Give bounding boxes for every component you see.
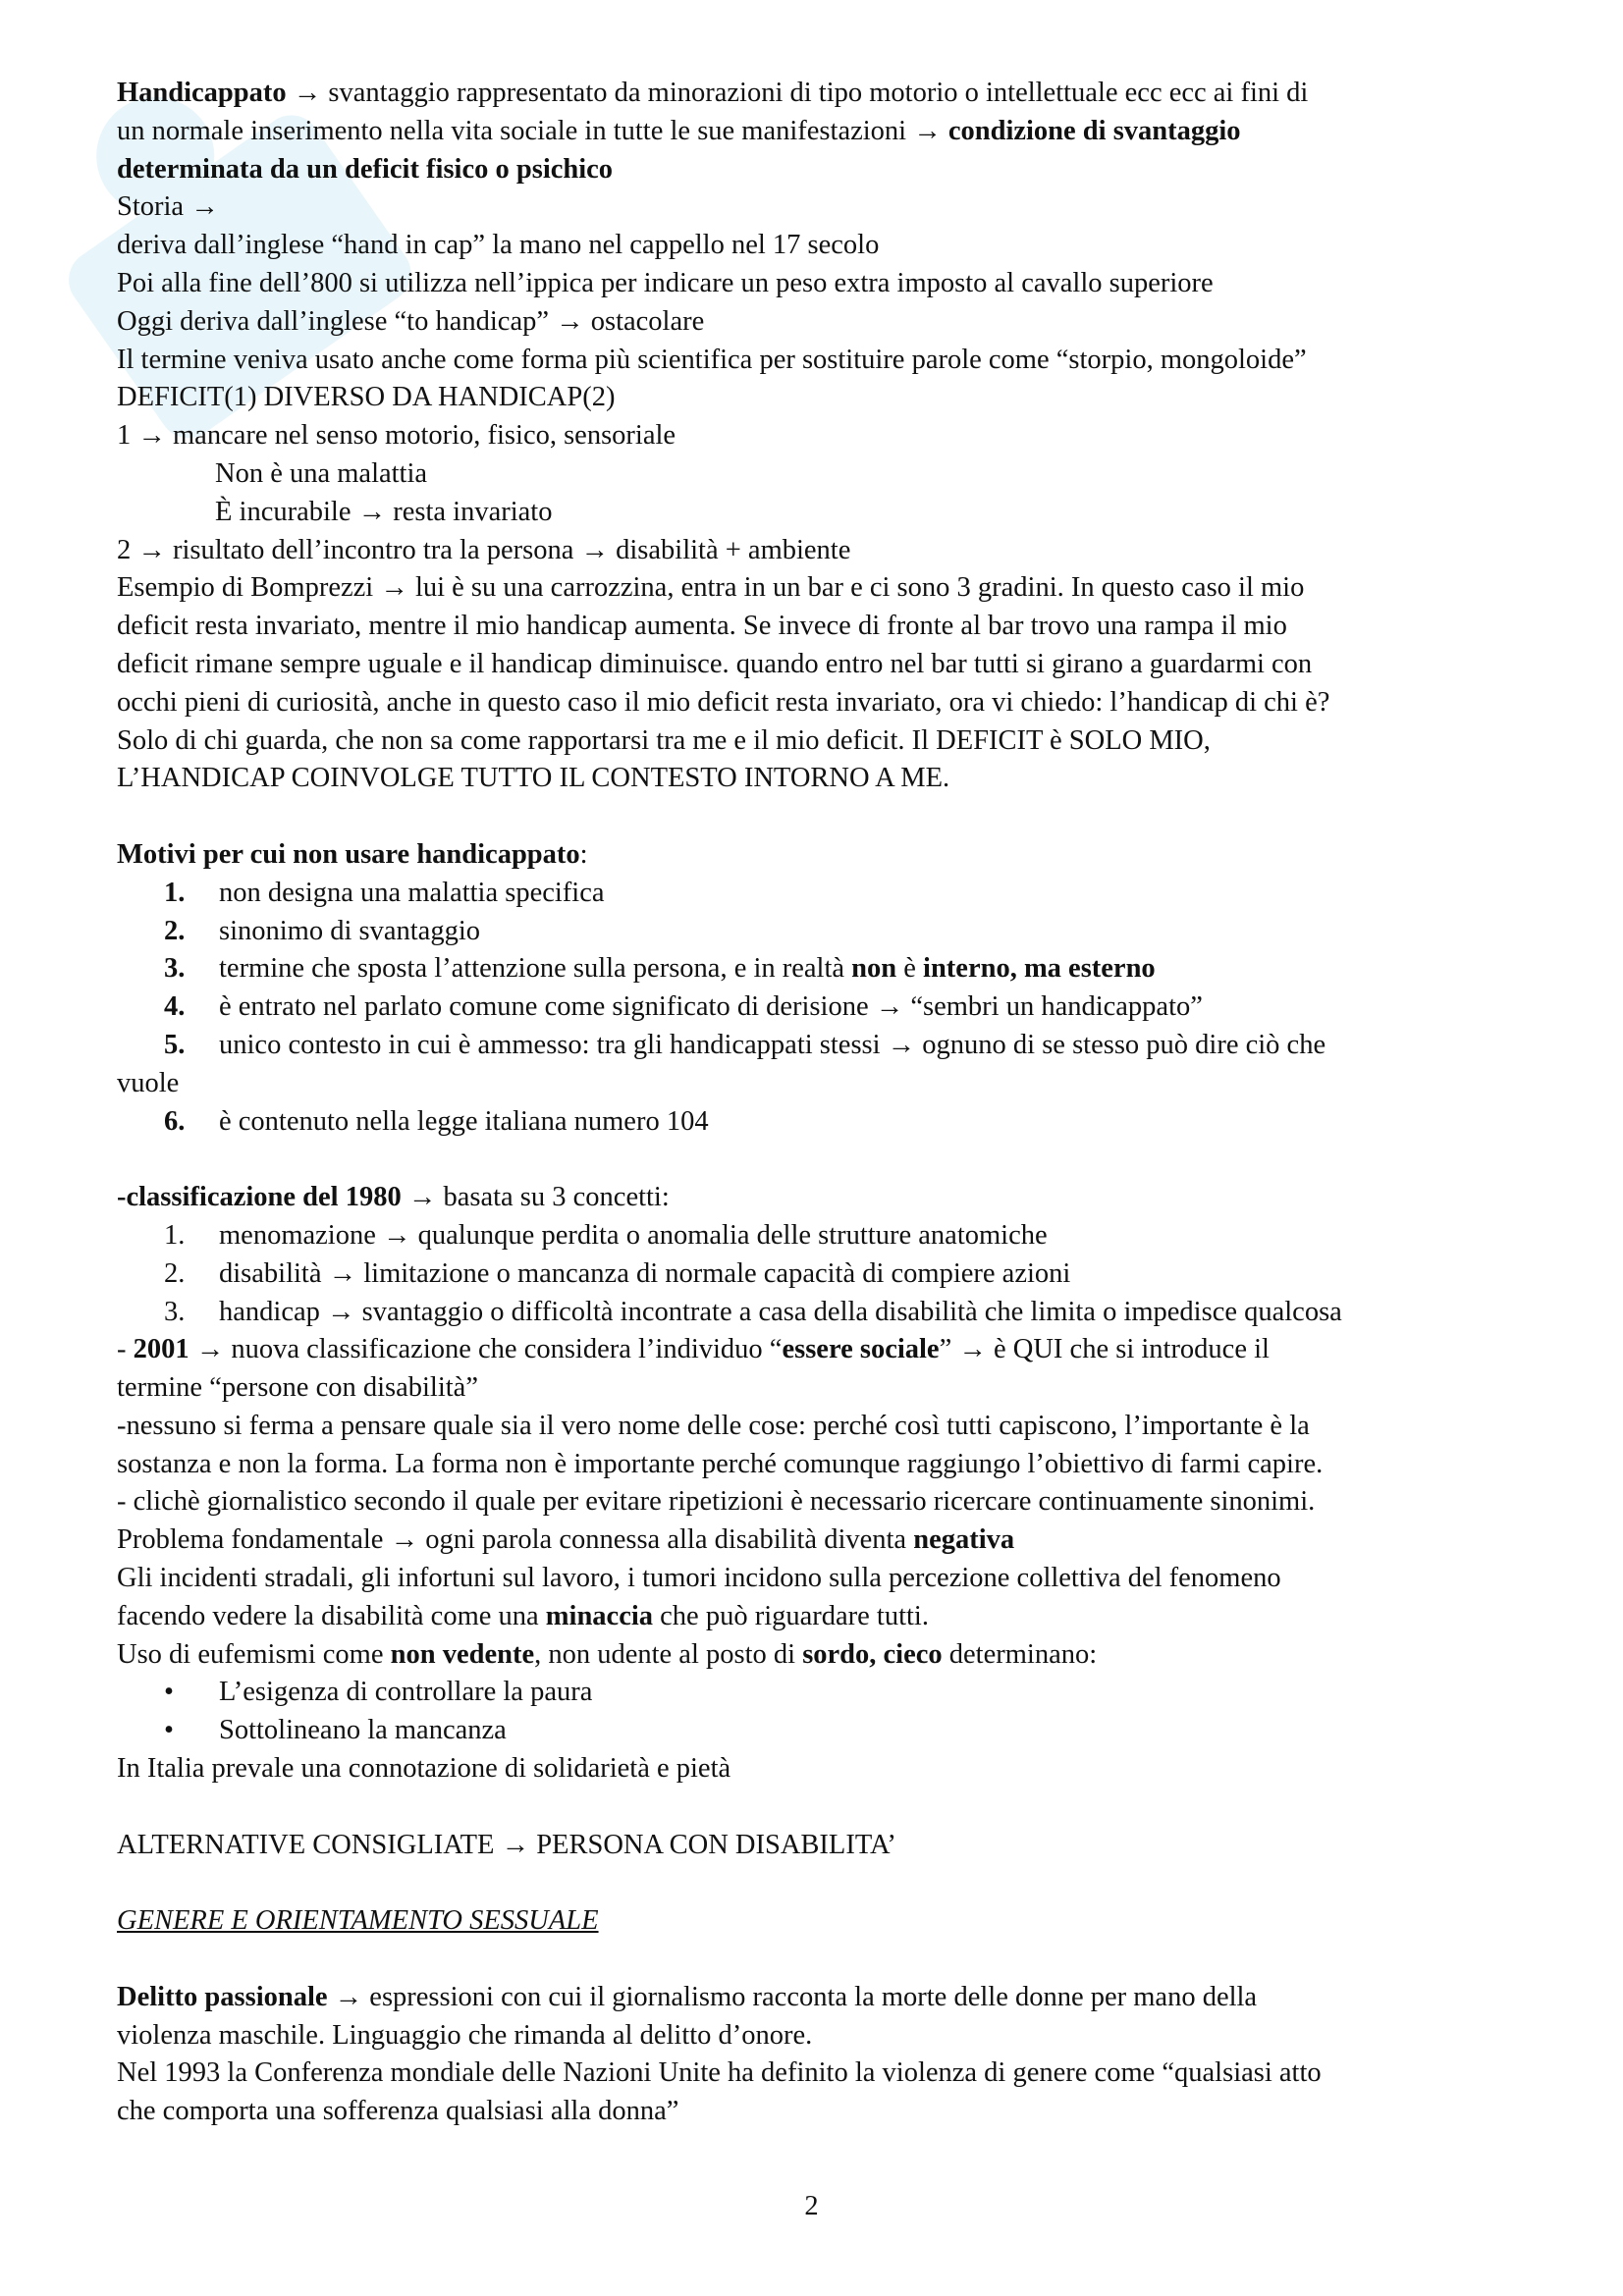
text-line: Uso di eufemismi come non vedente, non udente al posto di sordo, cieco determinano: (117, 1638, 1098, 1670)
text-line: deficit rimane sempre uguale e il handicap diminuisce. quando entro nel bar tutti si girano a guardarmi con (117, 648, 1313, 679)
list-item: • L’esigenza di controllare la paura (117, 1674, 1531, 1712)
bullet-icon: • (164, 1715, 174, 1746)
text-line: deficit resta invariato, mentre il mio handicap aumenta. Se invece di fronte al bar trovo una rampa il mio (117, 611, 1287, 642)
list-item: 2. disabilità → limitazione o mancanza di normale capacità di compiere azioni (164, 1257, 1071, 1289)
list-item-wrap: vuole (117, 1067, 180, 1098)
bullet-list (117, 1674, 1531, 1750)
list-item: 3. termine che sposta l’attenzione sulla persona, e in realtà non è interno, ma esterno (164, 953, 1156, 985)
text-line: DEFICIT(1) DIVERSO DA HANDICAP(2) (117, 382, 616, 413)
text-line: Problema fondamentale → ogni parola connessa alla disabilità diventa negativa (117, 1524, 1015, 1556)
text-line: È incurabile → resta invariato (215, 496, 553, 527)
list-item: 3. handicap → svantaggio o difficoltà incontrate a casa della disabilità che limita o impedisce qualcosa (164, 1296, 1342, 1327)
list-item: 1. non designa una malattia specifica (164, 877, 605, 908)
document-page (117, 75, 1531, 2131)
text-line: che comporta una sofferenza qualsiasi alla donna” (117, 2096, 679, 2127)
text-line: Non è una malattia (215, 457, 428, 489)
list-item: • Sottolineano la mancanza (117, 1712, 1531, 1750)
numbered-list (117, 875, 1531, 1142)
list-item: 5. unico contesto in cui è ammesso: tra gli handicappati stessi → ognuno di se stesso può dire ciò che (164, 1029, 1326, 1060)
text-line: - 2001 → nuova classificazione che considera l’individuo “essere sociale” → è QUI che si introduce il (117, 1334, 1270, 1365)
text-line: Poi alla fine dell’800 si utilizza nell’ippica per indicare un peso extra imposto al cavallo superiore (117, 267, 1214, 298)
text-line: In Italia prevale una connotazione di solidarietà e pietà (117, 1753, 731, 1785)
text-line: determinata da un deficit fisico o psichico (117, 153, 614, 185)
text-line: Solo di chi guarda, che non sa come rapportarsi tra me e il mio deficit. Il DEFICIT è SOLO MIO, (117, 724, 1211, 756)
text-line: 2 → risultato dell’incontro tra la persona → disabilità + ambiente (117, 534, 851, 565)
text-line: termine “persone con disabilità” (117, 1372, 478, 1404)
numbered-list (117, 1217, 1531, 1331)
list-item: 4. è entrato nel parlato comune come significato di derisione → “sembri un handicappato” (164, 991, 1203, 1023)
text-line: 1 → mancare nel senso motorio, fisico, sensoriale (117, 420, 676, 452)
text-line: un normale inserimento nella vita sociale in tutte le sue manifestazioni → condizione di svantaggio (117, 115, 1241, 146)
page-number: 2 (804, 2191, 819, 2221)
text-line: occhi pieni di curiosità, anche in questo caso il mio deficit resta invariato, ora vi chiedo: l’handicap di chi è? (117, 686, 1330, 718)
text-line: ALTERNATIVE CONSIGLIATE → PERSONA CON DISABILITA’ (117, 1829, 896, 1860)
text-line: Oggi deriva dall’inglese “to handicap” → ostacolare (117, 305, 705, 337)
bullet-icon: • (164, 1677, 174, 1708)
text-line: -classificazione del 1980 → basata su 3 concetti: (117, 1182, 670, 1213)
text-line: Nel 1993 la Conferenza mondiale delle Nazioni Unite ha definito la violenza di genere come “qualsiasi atto (117, 2057, 1322, 2089)
section-heading: Motivi per cui non usare handicappato: (117, 838, 588, 870)
text-line: sostanza e non la forma. La forma non è importante perché comunque raggiungo l’obiettivo di farmi capire. (117, 1448, 1324, 1479)
list-item: 2. sinonimo di svantaggio (164, 915, 480, 946)
text-line: violenza maschile. Linguaggio che rimanda al delitto d’onore. (117, 2019, 813, 2051)
text-line: Storia → (117, 191, 219, 223)
text-line: Esempio di Bomprezzi → lui è su una carrozzina, entra in un bar e ci sono 3 gradini. In questo caso il mio (117, 572, 1305, 604)
list-item: 6. è contenuto nella legge italiana numero 104 (164, 1105, 709, 1137)
text-line: deriva dall’inglese “hand in cap” la mano nel cappello nel 17 secolo (117, 230, 880, 261)
text-line: Gli incidenti stradali, gli infortuni sul lavoro, i tumori incidono sulla percezione collettiva del fenomeno (117, 1563, 1281, 1594)
list-item: 1. menomazione → qualunque perdita o anomalia delle strutture anatomiche (164, 1219, 1048, 1251)
section-heading: GENERE E ORIENTAMENTO SESSUALE (117, 1905, 599, 1937)
text-line: Delitto passionale → espressioni con cui il giornalismo racconta la morte delle donne per mano della (117, 1981, 1258, 2012)
text-line: - clichè giornalistico secondo il quale per evitare ripetizioni è necessario ricercare continuamente sinonimi. (117, 1486, 1316, 1518)
text-line: L’HANDICAP COINVOLGE TUTTO IL CONTESTO INTORNO A ME. (117, 763, 950, 794)
text-line: Handicappato → svantaggio rappresentato da minorazioni di tipo motorio o intellettuale ecc ecc ai fini di (117, 78, 1309, 108)
text-line: -nessuno si ferma a pensare quale sia il vero nome delle cose: perché così tutti capiscono, l’importante è la (117, 1410, 1310, 1441)
text-line: facendo vedere la disabilità come una minaccia che può riguardare tutti. (117, 1600, 929, 1631)
text-line: Il termine veniva usato anche come forma più scientifica per sostituire parole come “storpio, mongoloide” (117, 344, 1307, 375)
